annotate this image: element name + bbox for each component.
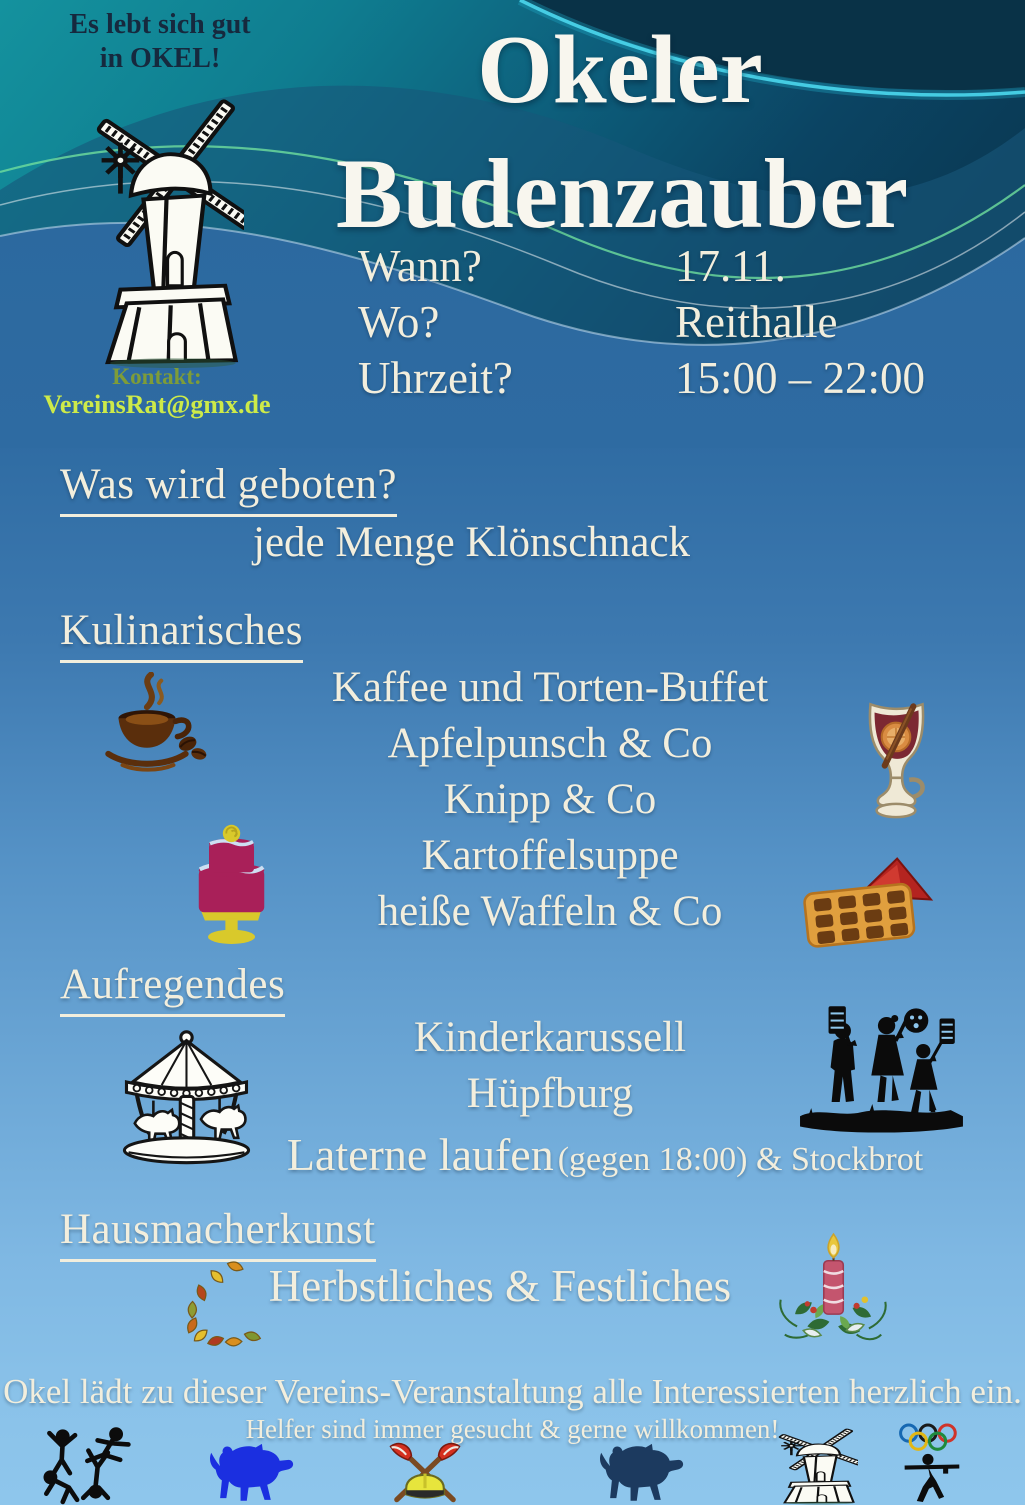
motto-line2: in OKEL! [99, 42, 221, 74]
detail-value: Reithalle [675, 297, 838, 347]
footer-helpers: Helfer sind immer gesucht & gerne willkommen! [245, 1414, 780, 1444]
motto [40, 8, 280, 75]
lantern-children-icon [798, 1002, 966, 1145]
poster-title-line1: Okeler [477, 16, 763, 123]
navy-horse-icon [598, 1443, 688, 1505]
list-item: Apfelpunsch & Co [387, 720, 713, 767]
laterne-main: Laterne laufen [286, 1129, 554, 1180]
aufregendes-list [240, 1016, 860, 1128]
list-item: Kinderkarussell [413, 1014, 687, 1061]
autumn-leaves-icon [168, 1253, 286, 1351]
hausmacherkunst-item: Herbstliches & Festliches [268, 1261, 732, 1311]
list-item: Hüpfburg [466, 1070, 634, 1117]
section-heading-kulinarisches: Kulinarisches [60, 606, 303, 663]
carousel-icon [112, 1028, 262, 1168]
fire-brigade-icon [378, 1440, 472, 1505]
list-item: Knipp & Co [443, 776, 657, 823]
intro-subline: jede Menge Klönschnack [253, 519, 691, 566]
motto-line1: Es lebt sich gut [69, 9, 251, 40]
list-item: Kaffee und Torten-Buffet [331, 664, 769, 711]
laterne-detail: (gegen 18:00) & Stockbrot [557, 1141, 924, 1178]
waffle-icon [798, 852, 936, 950]
section-heading-hausmacherkunst: Hausmacherkunst [60, 1205, 376, 1262]
detail-value: 15:00 – 22:00 [675, 353, 926, 403]
section-heading-aufregendes: Aufregendes [60, 960, 285, 1017]
olympic-shooter-icon [894, 1422, 974, 1505]
detail-label: Wann? [358, 241, 482, 291]
coffee-icon [88, 672, 210, 790]
footer-invitation: Okel lädt zu dieser Vereins-Veranstaltung alle Interessierten herzlich ein. [3, 1372, 1022, 1411]
windmill-icon [66, 76, 244, 370]
kulinarisches-list [240, 666, 860, 946]
cake-icon [172, 812, 290, 945]
gymnasts-icon [34, 1426, 152, 1505]
section-heading-intro: Was wird geboten? [60, 460, 397, 517]
detail-value: 17.11. [675, 241, 786, 291]
contact-email: VereinsRat@gmx.de [43, 390, 271, 419]
detail-label: Uhrzeit? [358, 353, 513, 403]
detail-label: Wo? [358, 297, 440, 347]
list-item: heiße Waffeln & Co [377, 888, 723, 935]
poster-title-line2: Budenzauber [335, 138, 909, 249]
contact-block [17, 364, 297, 420]
list-item: Kartoffelsuppe [421, 832, 679, 879]
contact-label: Kontakt: [112, 364, 202, 389]
small-windmill-icon [762, 1422, 858, 1505]
blue-horse-icon [208, 1443, 298, 1505]
candle-icon [766, 1232, 900, 1350]
punch-glass-icon [848, 698, 945, 826]
